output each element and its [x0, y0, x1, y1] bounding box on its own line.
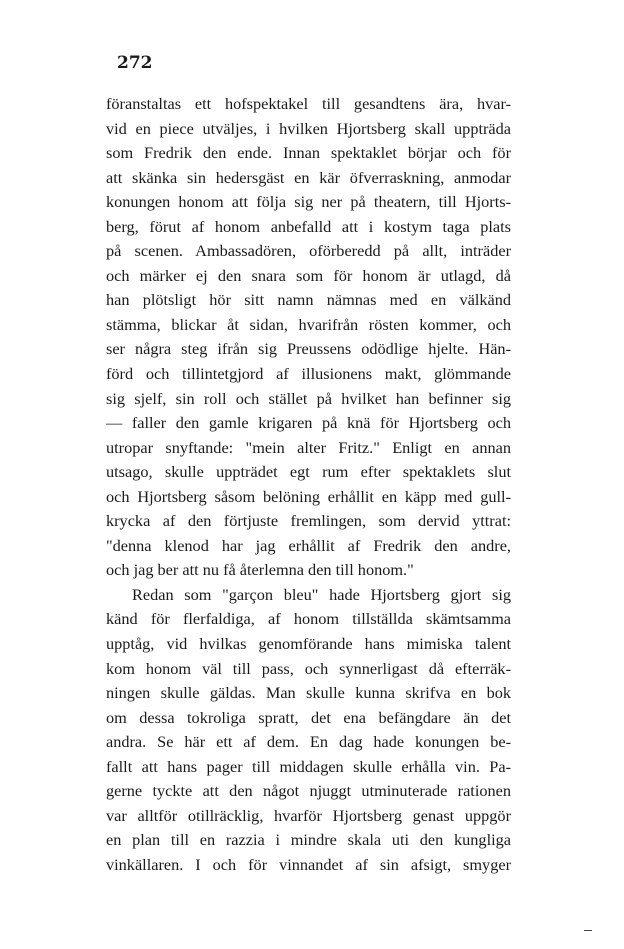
text-line: och märker ej den snara som för honom är utlagd, då — [106, 265, 511, 285]
text-line: fallt att hans pager till middagen skulle erhålla vin. Pa- — [106, 756, 511, 776]
text-line: som Fredrik den ende. Innan spektaklet börjar och för — [106, 143, 511, 163]
page-edge-mark — [584, 930, 592, 931]
text-line: han plötsligt hör sitt namn nämnas med en välkänd — [106, 290, 511, 310]
paragraph-start-line: Redan som "garçon bleu" hade Hjortsberg gjort sig — [132, 584, 511, 604]
text-line: upptåg, vid hvilkas genomförande hans mimiska talent — [106, 634, 511, 654]
text-line: på scenen. Ambassadören, oförberedd på allt, inträder — [106, 241, 511, 261]
text-line: om dessa tokroliga spratt, det ena befängdare än det — [106, 707, 511, 727]
text-line: och Hjortsberg såsom belöning erhållit en käpp med gull- — [106, 486, 511, 506]
text-line: förd och tillintetgjord af illusionens makt, glömmande — [106, 364, 511, 384]
text-line: — faller den gamle krigaren på knä för Hjortsberg och — [106, 413, 511, 433]
text-line: föranstaltas ett hofspektakel till gesandtens ära, hvar- — [106, 94, 511, 113]
text-line: utropar snyftande: "mein alter Fritz." Enligt en annan — [106, 437, 511, 457]
body-text — [106, 92, 511, 878]
text-line: krycka af den förtjuste fremlingen, som dervid yttrat: — [106, 511, 511, 531]
text-line: utsago, skulle uppträdet egt rum efter spektaklets slut — [106, 462, 511, 482]
text-line: ningen skulle gäldas. Man skulle kunna skrifva en bok — [106, 683, 511, 703]
text-line: känd för flerfaldiga, af honom tillställda skämtsamma — [106, 609, 511, 629]
text-line: kom honom väl till pass, och synnerligast då efterräk- — [106, 658, 511, 678]
text-line: vinkällaren. I och för vinnandet af sin afsigt, smyger — [106, 854, 511, 874]
text-line: gerne tyckte att den något njuggt utminuterade rationen — [106, 781, 511, 801]
text-line: "denna klenod har jag erhållit af Fredrik den andre, — [106, 535, 511, 555]
text-line: en plan till en razzia i mindre skala uti den kungliga — [106, 830, 511, 850]
text-line: andra. Se här ett af dem. En dag hade konungen be- — [106, 732, 511, 752]
text-line: berg, förut af honom anbefalld att i kostym taga plats — [106, 216, 511, 236]
text-line: ser några steg ifrån sig Preussens odödlige hjelte. Hän- — [106, 339, 511, 359]
page-number: 272 — [117, 53, 153, 73]
text-line: sig sjelf, sin roll och stället på hvilket han befinner sig — [106, 388, 511, 408]
text-line: vid en piece utväljes, i hvilken Hjortsberg skall uppträda — [106, 118, 511, 138]
text-line: var alltför otillräcklig, hvarför Hjortsberg genast uppgör — [106, 805, 511, 825]
paragraph-end-line: och jag ber att nu få återlemna den till honom." — [106, 560, 414, 580]
text-line: att skänka sin hedersgäst en kär öfverraskning, anmodar — [106, 167, 511, 187]
text-line: konungen honom att följa sig ner på theatern, till Hjorts- — [106, 192, 511, 212]
text-line: stämma, blickar åt sidan, hvarifrån rösten kommer, och — [106, 314, 511, 334]
